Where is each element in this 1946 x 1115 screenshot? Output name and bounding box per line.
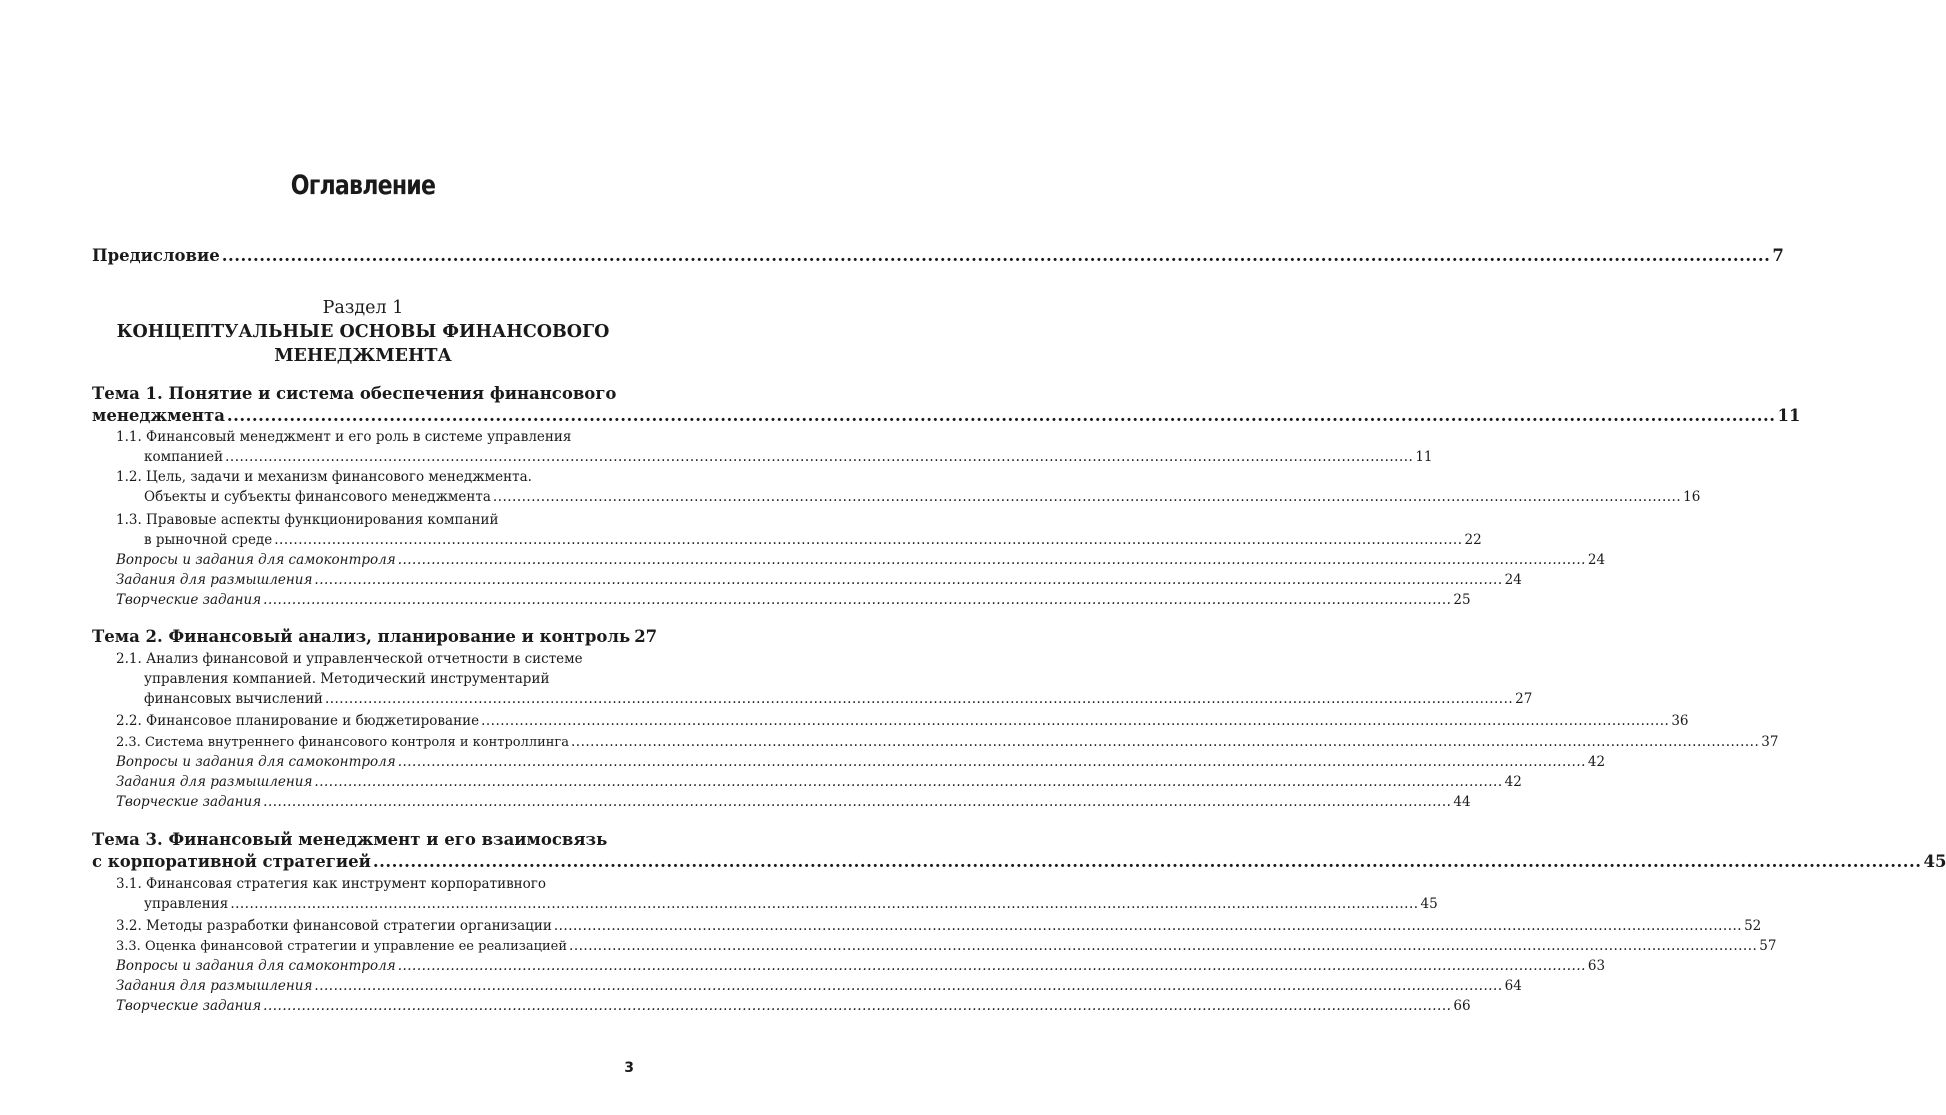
- toc-entry-topic3-creative[interactable]: [116, 998, 1471, 1014]
- section-title-line2: МЕНЕДЖМЕНТА: [274, 346, 452, 366]
- toc-leader-dots: [225, 449, 1413, 465]
- toc-page-number: 63: [1587, 958, 1606, 974]
- toc-leader-dots: [373, 852, 1922, 871]
- toc-entry-topic2-reflection[interactable]: [116, 774, 1522, 790]
- toc-leader-dots: [230, 896, 1418, 912]
- toc-page-number: 16: [1683, 489, 1701, 505]
- toc-entry-label: Вопросы и задания для самоконтроля: [116, 552, 396, 568]
- toc-page-number: 57: [1759, 938, 1777, 954]
- toc-entry-label: менеджмента: [92, 406, 225, 425]
- toc-leader-dots: [314, 572, 1502, 588]
- toc-leader-dots: [274, 532, 1462, 548]
- toc-entry-label: Задания для размышления: [116, 978, 313, 994]
- toc-entry-topic2-questions[interactable]: [116, 754, 1606, 770]
- toc-leader-dots: [398, 958, 1586, 974]
- toc-leader-dots: [493, 489, 1681, 505]
- toc-leader-dots: [314, 978, 1502, 994]
- toc-entry-label: Творческие задания: [116, 794, 262, 810]
- toc-entry-topic1[interactable]: [92, 406, 1801, 425]
- toc-entry-label: Задания для размышления: [116, 774, 313, 790]
- page-title: Оглавление: [290, 170, 436, 201]
- toc-leader-dots: [263, 592, 1451, 608]
- toc-page-number: 11: [1777, 406, 1801, 425]
- toc-entry-label: Вопросы и задания для самоконтроля: [116, 754, 396, 770]
- toc-entry-label: Тема 2. Финансовый анализ, планирование и контроль: [92, 627, 631, 646]
- toc-page-number: 66: [1453, 998, 1471, 1014]
- toc-entry-label: 2.2. Финансовое планирование и бюджетирование: [116, 713, 480, 729]
- toc-entry-topic3[interactable]: [92, 852, 1946, 871]
- toc-entry-topic1-questions[interactable]: [116, 552, 1606, 568]
- toc-page-number: 22: [1464, 532, 1482, 548]
- toc-page-number: 24: [1587, 552, 1606, 568]
- toc-entry-label: финансовых вычислений: [144, 691, 323, 707]
- toc-entry-topic3-reflection[interactable]: [116, 978, 1522, 994]
- toc-page-number: 42: [1504, 774, 1522, 790]
- toc-entry-3-1[interactable]: [144, 896, 1438, 912]
- page-number: 3: [624, 1060, 634, 1076]
- toc-entry-label: управления: [144, 896, 229, 912]
- toc-page-number: 64: [1504, 978, 1522, 994]
- topic2-subsection1-line2: управления компанией. Методический инструментарий: [144, 671, 550, 687]
- toc-page-number: 36: [1671, 713, 1689, 729]
- toc-leader-dots: [481, 713, 1669, 729]
- toc-entry-label: компанией: [144, 449, 224, 465]
- toc-entry-label: 3.3. Оценка финансовой стратегии и управление ее реализацией: [116, 939, 568, 954]
- toc-entry-label: Объекты и субъекты финансового менеджмента: [144, 489, 491, 505]
- toc-page-number: 52: [1744, 918, 1762, 934]
- toc-entry-label: 2.3. Система внутреннего финансового контроля и контроллинга: [116, 735, 569, 750]
- toc-entry-topic3-questions[interactable]: [116, 958, 1606, 974]
- toc-entry-3-2[interactable]: [116, 918, 1762, 934]
- toc-leader-dots: [569, 938, 1757, 954]
- toc-page-number: 24: [1504, 572, 1522, 588]
- toc-page-number: 27: [634, 627, 658, 646]
- toc-entry-label: Предисловие: [92, 246, 220, 265]
- toc-entry-3-3[interactable]: [116, 938, 1777, 954]
- toc-entry-label: Вопросы и задания для самоконтроля: [116, 958, 396, 974]
- toc-leader-dots: [571, 734, 1759, 750]
- toc-page-number: 25: [1453, 592, 1471, 608]
- toc-entry-2-1[interactable]: [144, 691, 1533, 707]
- toc-entry-1-3[interactable]: [144, 532, 1482, 548]
- toc-entry-2-3[interactable]: [116, 734, 1779, 750]
- topic3-title-line1: Тема 3. Финансовый менеджмент и его взаимосвязь: [92, 830, 608, 849]
- topic2-subsection1-line1: 2.1. Анализ финансовой и управленческой отчетности в системе: [116, 651, 583, 667]
- toc-page-number: 27: [1515, 691, 1533, 707]
- toc-leader-dots: [222, 246, 1771, 265]
- toc-page-number: 11: [1415, 449, 1433, 465]
- toc-entry-topic1-creative[interactable]: [116, 592, 1471, 608]
- toc-leader-dots: [263, 998, 1451, 1014]
- topic1-subsection3-line1: 1.3. Правовые аспекты функционирования компаний: [116, 512, 499, 528]
- toc-page-number: 42: [1587, 754, 1606, 770]
- toc-entry-label: с корпоративной стратегией: [92, 852, 371, 871]
- toc-page-number: 7: [1772, 246, 1784, 265]
- topic3-subsection1-line1: 3.1. Финансовая стратегия как инструмент корпоративного: [116, 876, 546, 892]
- toc-entry-1-1[interactable]: [144, 449, 1433, 465]
- toc-entry-preface[interactable]: [92, 246, 1784, 265]
- toc-entry-label: Задания для размышления: [116, 572, 313, 588]
- section-title-line1: КОНЦЕПТУАЛЬНЫЕ ОСНОВЫ ФИНАНСОВОГО: [116, 322, 610, 342]
- toc-entry-label: Творческие задания: [116, 592, 262, 608]
- toc-entry-label: Творческие задания: [116, 998, 262, 1014]
- toc-leader-dots: [398, 754, 1586, 770]
- topic1-subsection2-line1: 1.2. Цель, задачи и механизм финансового менеджмента.: [116, 469, 532, 485]
- toc-leader-dots: [554, 918, 1742, 934]
- toc-entry-topic2[interactable]: [92, 627, 658, 646]
- topic1-subsection1-line1: 1.1. Финансовый менеджмент и его роль в системе управления: [116, 429, 572, 445]
- toc-page-number: 45: [1923, 852, 1946, 871]
- toc-leader-dots: [227, 406, 1776, 425]
- toc-entry-label: в рыночной среде: [144, 532, 273, 548]
- toc-entry-2-2[interactable]: [116, 713, 1689, 729]
- toc-leader-dots: [314, 774, 1502, 790]
- toc-page-number: 45: [1420, 896, 1438, 912]
- toc-leader-dots: [325, 691, 1513, 707]
- toc-entry-1-2[interactable]: [144, 489, 1701, 505]
- toc-leader-dots: [398, 552, 1586, 568]
- toc-page-number: 37: [1761, 734, 1779, 750]
- section-number: Раздел 1: [322, 298, 404, 318]
- toc-entry-label: 3.2. Методы разработки финансовой стратегии организации: [116, 918, 552, 934]
- toc-entry-topic2-creative[interactable]: [116, 794, 1471, 810]
- toc-page-number: 44: [1453, 794, 1471, 810]
- toc-leader-dots: [263, 794, 1451, 810]
- topic1-title-line1: Тема 1. Понятие и система обеспечения финансового: [92, 384, 617, 403]
- toc-entry-topic1-reflection[interactable]: [116, 572, 1522, 588]
